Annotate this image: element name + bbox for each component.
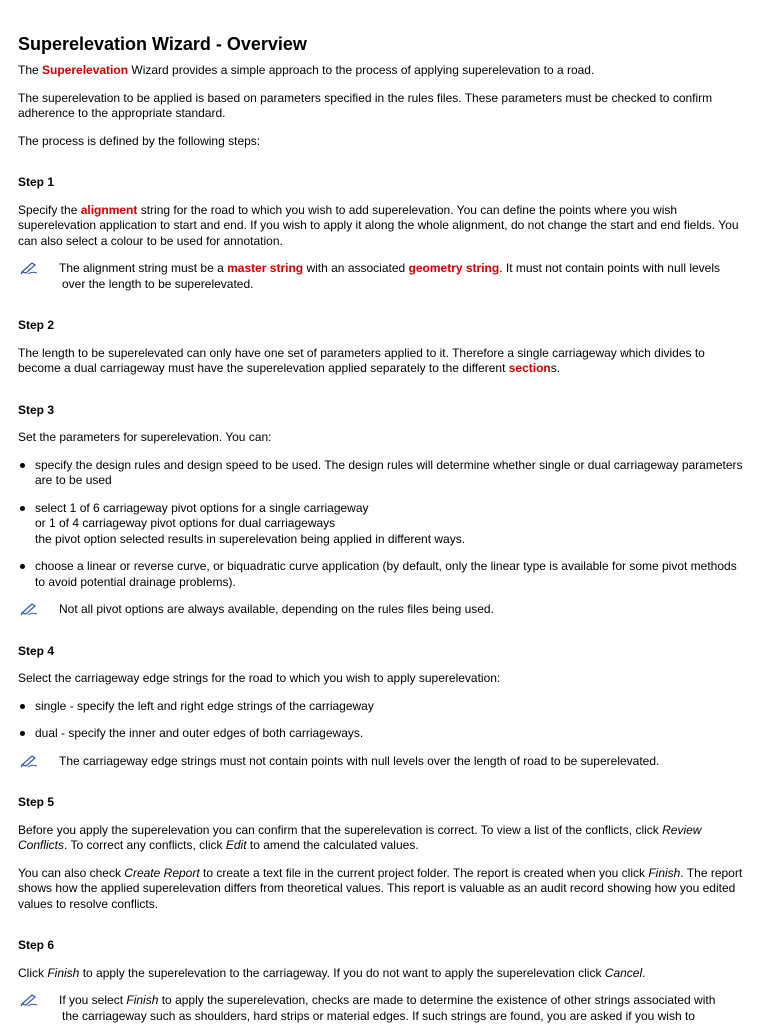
text: . [642,965,646,980]
step-3-list [18,458,750,591]
step-5-heading: Step 5 [18,795,55,809]
step-6-note [18,993,750,1024]
list-item [18,559,750,590]
pen-note-icon [20,993,38,1007]
step-5-paragraph-2 [18,866,750,913]
cancel-label: Cancel [604,965,643,980]
text: . It must not contain points with null levels [499,261,720,275]
step-4-section [18,644,750,770]
text: string for the road to which you wish to add superelevation. You can define the points where you wish superelevation application to start and end. If you wish to apply it along the whole alignment, do not change the start and end fields. You can also select a colour to be used for annotation. [18,202,739,248]
finish-label: Finish [47,965,80,980]
text: specify the design rules and design speed to be used. The design rules will determine whether single or dual carriageway parameters are to be used [35,457,743,487]
step-3-note [18,602,750,618]
step-4-intro: Select the carriageway edge strings for the road to which you wish to apply superelevation: [18,671,501,685]
section-link[interactable]: section [508,361,551,375]
text: dual - specify the inner and outer edges of both carriageways. [35,726,364,740]
page-title: Superelevation Wizard - Overview [18,34,307,54]
intro-paragraph-1 [18,63,750,79]
text: to create a text file in the current project folder. The report is created when you click [199,865,649,880]
text: You can also check [18,865,125,880]
note-text: The carriageway edge strings must not contain points with null levels over the length of road to be superelevated. [59,753,660,768]
review-conflicts-label: Review Conflicts [18,822,702,852]
text: the pivot option selected results in superelevation being applied in different ways. [35,531,466,546]
bullet-icon [20,463,25,468]
text: Before you apply the superelevation you can confirm that the superelevation is correct. To view a list of the conflicts, click [18,822,663,837]
bullet-icon [20,564,25,569]
text: Wizard provides a simple approach to the process of applying superelevation to a road. [128,63,595,77]
note-text [59,993,750,1009]
step-2-section [18,318,750,377]
intro-paragraph-3: The process is defined by the following steps: [18,133,261,148]
pen-note-icon [20,754,38,768]
bullet-icon [20,731,25,736]
bullet-icon [20,506,25,511]
step-6-heading: Step 6 [18,938,55,952]
text: or 1 of 4 carriageway pivot options for dual carriageways [35,516,336,530]
finish-label: Finish [126,993,159,1007]
superelevation-link[interactable]: Superelevation [42,63,129,77]
text: The length to be superelevated can only have one set of parameters applied to it. Therefore a single carriageway which divides to become a dual carriageway must have the superelevation applied separately to the different [18,345,705,375]
text: Specify the [18,202,81,217]
note-text [59,261,750,277]
step-1-heading: Step 1 [18,175,55,189]
text: If you select [59,993,127,1007]
text: to amend the calculated values. [246,838,419,852]
note-text: Not all pivot options are always available, depending on the rules files being used. [59,602,494,616]
text: choose a linear or reverse curve, or biquadratic curve application (by default, only the linear type is available for some pivot methods to avoid potential drainage problems). [35,559,737,589]
text: single - specify the left and right edge strings of the carriageway [35,698,374,713]
pen-note-icon [20,261,38,275]
list-item [18,501,750,548]
geometry-string-link[interactable]: geometry string [408,261,500,275]
note-text-line-2: the carriageway such as shoulders, hard strips or material edges. If such strings are found, you are asked if you wish to [62,1008,695,1023]
alignment-link[interactable]: alignment [80,202,138,217]
text: to apply the superelevation, checks are made to determine the existence of other strings associated with [158,993,716,1007]
text: s. [550,361,561,375]
step-6-paragraph [18,966,750,982]
text: Click [18,965,48,980]
intro-paragraph-2: The superelevation to be applied is based on parameters specified in the rules files. These parameters must be checked to confirm adherence to the appropriate standard. [18,90,713,120]
pen-note-icon [20,602,38,616]
step-3-heading: Step 3 [18,402,55,417]
step-6-section [18,938,750,1024]
step-3-intro: Set the parameters for superelevation. You can: [18,430,272,444]
step-2-paragraph [18,346,750,377]
text: select 1 of 6 carriageway pivot options for a single carriageway [35,500,369,515]
step-1-paragraph [18,203,750,250]
text: . To correct any conflicts, click [64,838,226,852]
step-4-list [18,699,750,742]
text: The [18,63,43,77]
step-4-heading: Step 4 [18,643,55,658]
list-item [18,458,750,489]
step-5-section [18,795,750,912]
master-string-link[interactable]: master string [227,261,304,275]
bullet-icon [20,704,25,709]
list-item [18,699,750,715]
list-item [18,726,750,742]
step-3-section [18,403,750,618]
step-5-paragraph-1 [18,823,750,854]
edit-label: Edit [225,838,247,852]
note-text-line-2: over the length to be superelevated. [62,276,254,291]
text: with an associated [303,261,409,275]
text: . The report shows how the applied superelevation differs from theoretical values. This report is valuable as an audit record showing how you edited values to resolve conflicts. [18,865,743,911]
finish-label: Finish [648,865,681,880]
create-report-label: Create Report [124,865,200,880]
text: The alignment string must be a [59,261,228,275]
step-4-note [18,754,750,770]
step-2-heading: Step 2 [18,318,55,332]
text: to apply the superelevation to the carriageway. If you do not want to apply the superelevation click [79,965,605,980]
step-1-note [18,261,750,292]
step-1-section [18,175,750,292]
